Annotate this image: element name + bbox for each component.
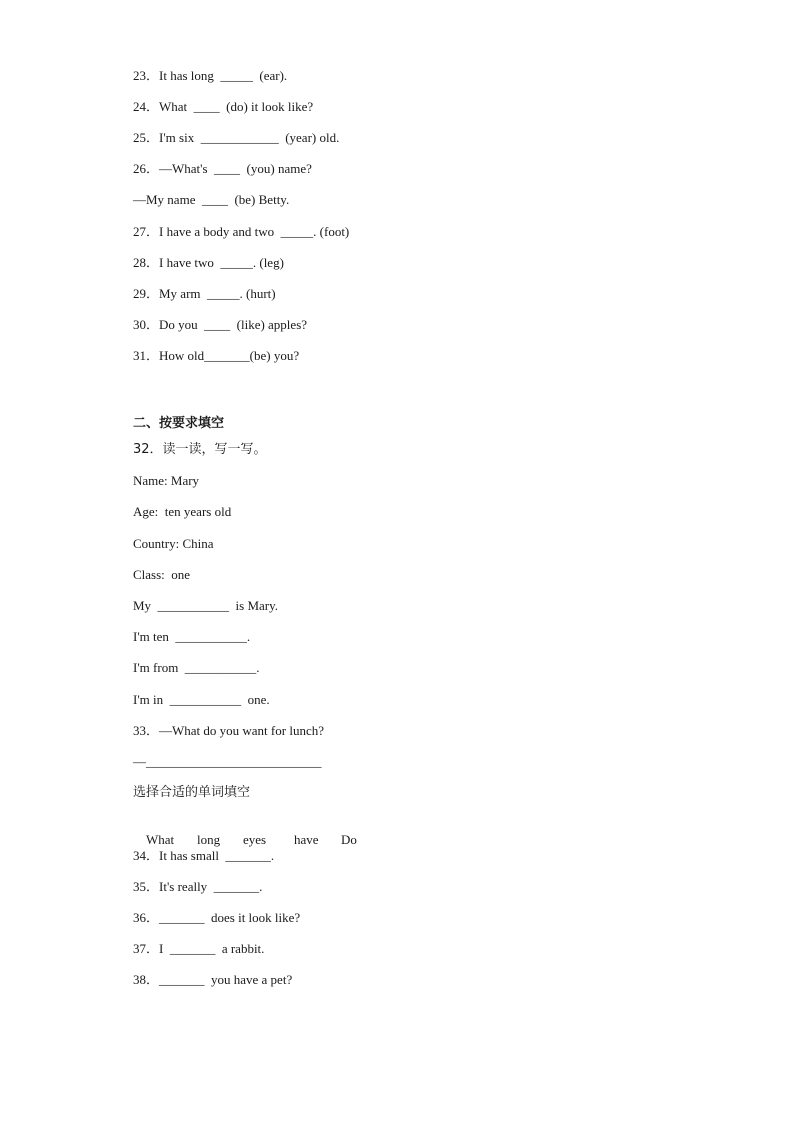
question-36: 36．_______ does it look like? xyxy=(133,910,301,925)
question-30: 30．Do you ____ (like) apples? xyxy=(133,317,308,332)
question-33-answer-line: —___________________________ xyxy=(133,754,322,769)
fill-sentence-4: I'm in ___________ one. xyxy=(133,692,270,707)
question-31: 31．How old_______(be) you? xyxy=(133,348,300,363)
question-38: 38．_______ you have a pet? xyxy=(133,972,293,987)
question-34: 34．It has small _______. xyxy=(133,848,275,863)
question-37: 37．I _______ a rabbit. xyxy=(133,941,265,956)
question-26-line-2: —My name ____ (be) Betty. xyxy=(133,192,290,207)
word-bank-item: eyes xyxy=(243,832,267,847)
section-heading: 二、按要求填空 xyxy=(133,416,225,431)
info-age: Age: ten years old xyxy=(133,504,232,519)
question-33: 33．—What do you want for lunch? xyxy=(133,723,324,738)
info-class: Class: one xyxy=(133,567,191,582)
fill-sentence-1: My ___________ is Mary. xyxy=(133,598,279,613)
question-35: 35．It's really _______. xyxy=(133,879,263,894)
word-bank-item: have xyxy=(294,832,319,847)
word-choice-instruction: 选择合适的单词填空 xyxy=(133,785,251,800)
fill-sentence-3: I'm from ___________. xyxy=(133,660,260,675)
word-bank-item: Do xyxy=(341,832,357,847)
info-country: Country: China xyxy=(133,536,214,551)
question-32-title: 32．读一读，写一写。 xyxy=(133,442,267,457)
question-23: 23．It has long _____ (ear). xyxy=(133,68,288,83)
question-28: 28．I have two _____. (leg) xyxy=(133,255,284,270)
word-bank-item: What xyxy=(146,832,175,847)
question-27: 27．I have a body and two _____. (foot) xyxy=(133,224,350,239)
fill-sentence-2: I'm ten ___________. xyxy=(133,629,251,644)
question-26-line-1: 26．—What's ____ (you) name? xyxy=(133,161,312,176)
question-25: 25．I'm six ____________ (year) old. xyxy=(133,130,340,145)
question-29: 29．My arm _____. (hurt) xyxy=(133,286,276,301)
word-bank-item: long xyxy=(197,832,221,847)
question-24: 24．What ____ (do) it look like? xyxy=(133,99,314,114)
info-name: Name: Mary xyxy=(133,473,200,488)
